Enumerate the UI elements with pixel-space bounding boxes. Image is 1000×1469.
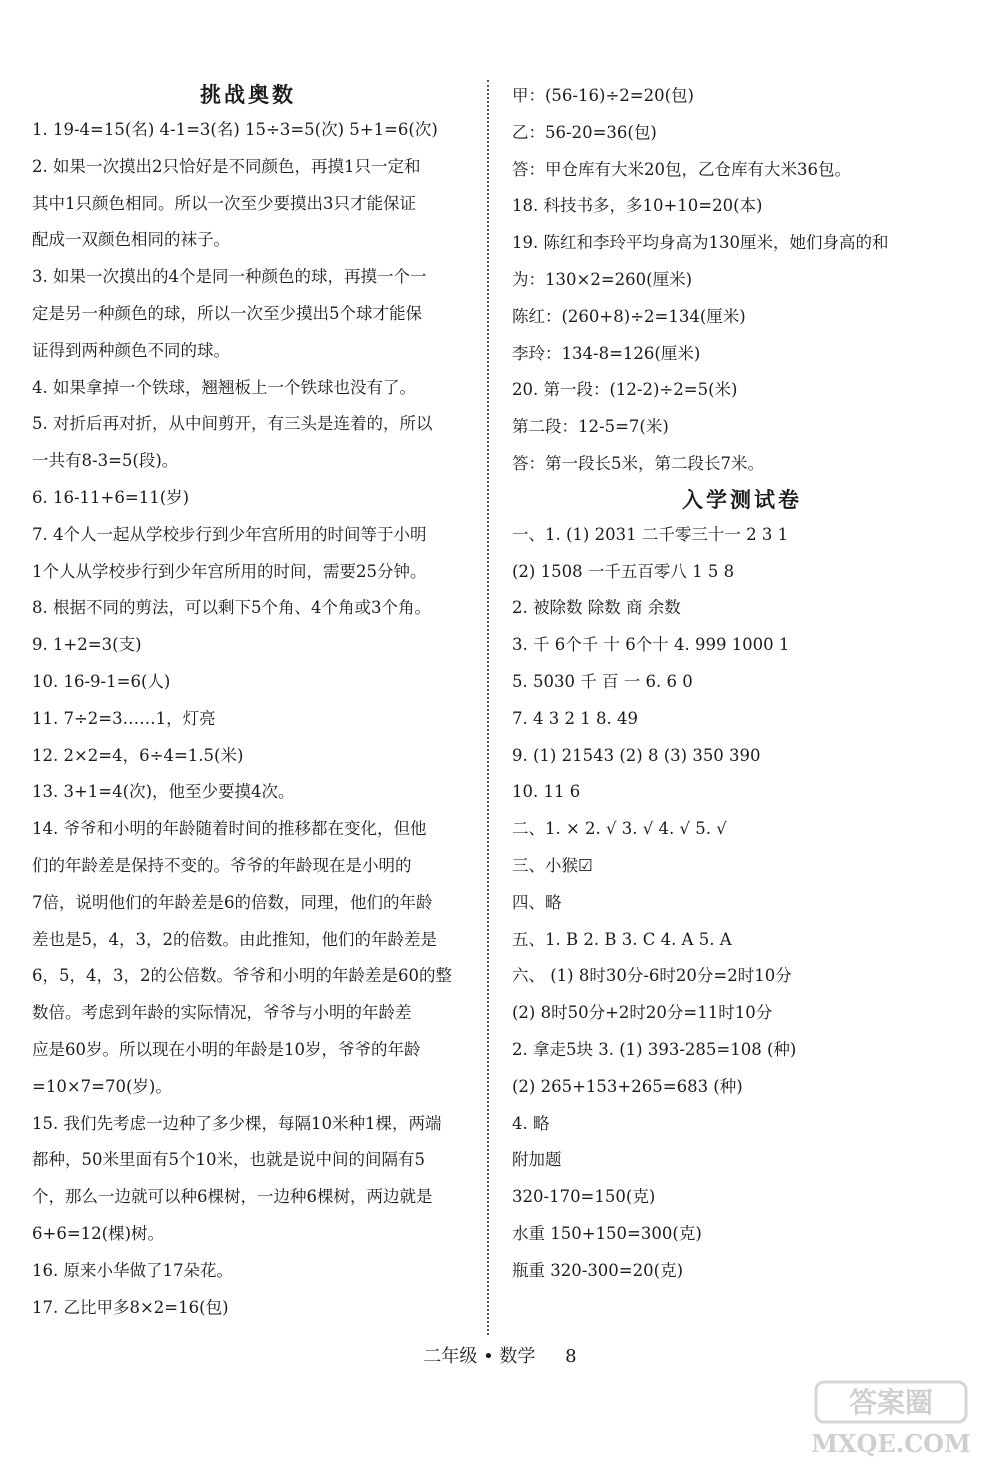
answer-line: 六、 (1) 8时30分-6时20分=2时10分 [512, 966, 792, 986]
answer-line: 8. 根据不同的剪法，可以剩下5个角、4个角或3个角。 [32, 598, 431, 618]
answer-line: 们的年龄差是保持不变的。爷爷的年龄现在是小明的 [32, 855, 412, 875]
answer-line: 差也是5，4，3，2的倍数。由此推知，他们的年龄差是 [32, 929, 437, 949]
answer-line: 附加题 [512, 1150, 562, 1170]
section-title-entrance-test: 入学测试卷 [682, 487, 802, 512]
answer-line: 20. 第一段：(12-2)÷2=5(米) [512, 380, 738, 400]
answer-line: 9. (1) 21543 (2) 8 (3) 350 390 [512, 745, 761, 765]
answer-line: (2) 1508 一千五百零八 1 5 8 [512, 561, 735, 581]
column-divider [487, 80, 489, 1335]
answer-line: 6. 16-11+6=11(岁) [32, 487, 190, 507]
left-column [32, 78, 464, 1326]
answer-line: 11. 7÷2=3……1，灯亮 [32, 708, 216, 728]
answer-line: 2. 如果一次摸出2只恰好是不同颜色，再摸1只一定和 [32, 156, 421, 176]
answer-line: 320-170=150(克) [512, 1187, 656, 1207]
answer-line: 15. 我们先考虑一边种了多少棵，每隔10米种1棵，两端 [32, 1113, 442, 1133]
right-answer-lines-continued [512, 78, 972, 483]
answer-line: 陈红：(260+8)÷2=134(厘米) [512, 306, 746, 326]
answer-line: =10×7=70(岁)。 [32, 1076, 172, 1096]
answer-line: 三、小猴☑ [512, 855, 593, 875]
answer-line: 第二段：12-5=7(米) [512, 417, 669, 437]
footer-grade-subject: 二年级 • 数学 [423, 1346, 536, 1367]
answer-line: 瓶重 320-300=20(克) [512, 1260, 684, 1280]
answer-line: 一、1. (1) 2031 二千零三十一 2 3 1 [512, 524, 789, 544]
answer-line: 二、1. × 2. √ 3. √ 4. √ 5. √ [512, 819, 727, 839]
answer-line: 7倍，说明他们的年龄差是6的倍数，同理，他们的年龄 [32, 892, 433, 912]
answer-line: 答：甲仓库有大米20包，乙仓库有大米36包。 [512, 159, 851, 179]
answer-line: 4. 如果拿掉一个铁球，翘翘板上一个铁球也没有了。 [32, 377, 416, 397]
answer-line: 19. 陈红和李玲平均身高为130厘米，她们身高的和 [512, 233, 889, 253]
right-answer-lines-test [512, 517, 972, 1290]
answer-line: 10. 11 6 [512, 782, 581, 802]
answer-line: 13. 3+1=4(次)，他至少要摸4次。 [32, 782, 295, 802]
answer-line: 2. 被除数 除数 商 余数 [512, 598, 681, 618]
answer-line: 甲：(56-16)÷2=20(包) [512, 86, 694, 105]
answer-line: 7. 4 3 2 1 8. 49 [512, 708, 638, 728]
answer-line: 都种，50米里面有5个10米，也就是说中间的间隔有5 [32, 1150, 425, 1170]
answer-line: 9. 1+2=3(支) [32, 635, 142, 655]
answer-line: 答：第一段长5米，第二段长7米。 [512, 453, 764, 473]
answer-line: 12. 2×2=4，6÷4=1.5(米) [32, 745, 244, 765]
answer-line: 一共有8-3=5(段)。 [32, 451, 179, 471]
answer-line: 10. 16-9-1=6(人) [32, 671, 171, 691]
answer-line: 数倍。考虑到年龄的实际情况，爷爷与小明的年龄差 [32, 1003, 412, 1023]
answer-line: 五、1. B 2. B 3. C 4. A 5. A [512, 929, 732, 949]
answer-line: 证得到两种颜色不同的球。 [32, 340, 230, 360]
answer-line: 水重 150+150=300(克) [512, 1223, 702, 1243]
answer-line: 4. 略 [512, 1113, 550, 1133]
answer-line: (2) 8时50分+2时20分=11时10分 [512, 1003, 773, 1023]
page-number: 8 [565, 1346, 577, 1367]
answer-line: 17. 乙比甲多8×2=16(包) [32, 1297, 229, 1317]
answer-line: 1. 19-4=15(名) 4-1=3(名) 15÷3=5(次) 5+1=6(次) [32, 120, 438, 139]
answer-line: 配成一双颜色相同的袜子。 [32, 230, 230, 250]
watermark-top-text: 答案圈 [848, 1386, 934, 1419]
watermark-bottom-text: MXQE.COM [811, 1429, 971, 1458]
section-title-challenge: 挑战奥数 [200, 83, 296, 107]
answer-line: 3. 千 6个千 十 6个十 4. 999 1000 1 [512, 635, 790, 655]
answer-line: 6，5，4，3，2的公倍数。爷爷和小明的年龄差是60的整 [32, 966, 452, 986]
answer-line: 1个人从学校步行到少年宫所用的时间，需要25分钟。 [32, 561, 427, 581]
answer-line: 为：130×2=260(厘米) [512, 269, 693, 289]
watermark-logo [786, 1380, 986, 1460]
answer-line: 四、略 [512, 892, 562, 912]
answer-line: (2) 265+153+265=683 (种) [512, 1076, 743, 1096]
answer-line: 2. 拿走5块 3. (1) 393-285=108 (种) [512, 1039, 797, 1059]
answer-line: 14. 爷爷和小明的年龄随着时间的推移都在变化，但他 [32, 819, 427, 839]
answer-line: 5. 5030 千 百 一 6. 6 0 [512, 671, 693, 691]
answer-line: 18. 科技书多，多10+10=20(本) [512, 196, 763, 216]
answer-line: 6+6=12(棵)树。 [32, 1223, 165, 1243]
answer-line: 其中1只颜色相同。所以一次至少要摸出3只才能保证 [32, 193, 416, 213]
answer-line: 定是另一种颜色的球，所以一次至少摸出5个球才能保 [32, 303, 422, 323]
answer-line: 乙：56-20=36(包) [512, 122, 657, 142]
answer-line: 16. 原来小华做了17朵花。 [32, 1260, 233, 1280]
right-column [512, 78, 972, 1290]
answer-line: 李玲：134-8=126(厘米) [512, 343, 701, 363]
answer-line: 个，那么一边就可以种6棵树，一边种6棵树，两边就是 [32, 1187, 433, 1207]
answer-line: 7. 4个人一起从学校步行到少年宫所用的时间等于小明 [32, 524, 427, 544]
page-footer [0, 1342, 1000, 1368]
answer-line: 5. 对折后再对折，从中间剪开，有三头是连着的，所以 [32, 414, 433, 434]
answer-line: 应是60岁。所以现在小明的年龄是10岁，爷爷的年龄 [32, 1039, 421, 1059]
answer-line: 3. 如果一次摸出的4个是同一种颜色的球，再摸一个一 [32, 267, 427, 287]
left-answer-lines [32, 112, 464, 1326]
